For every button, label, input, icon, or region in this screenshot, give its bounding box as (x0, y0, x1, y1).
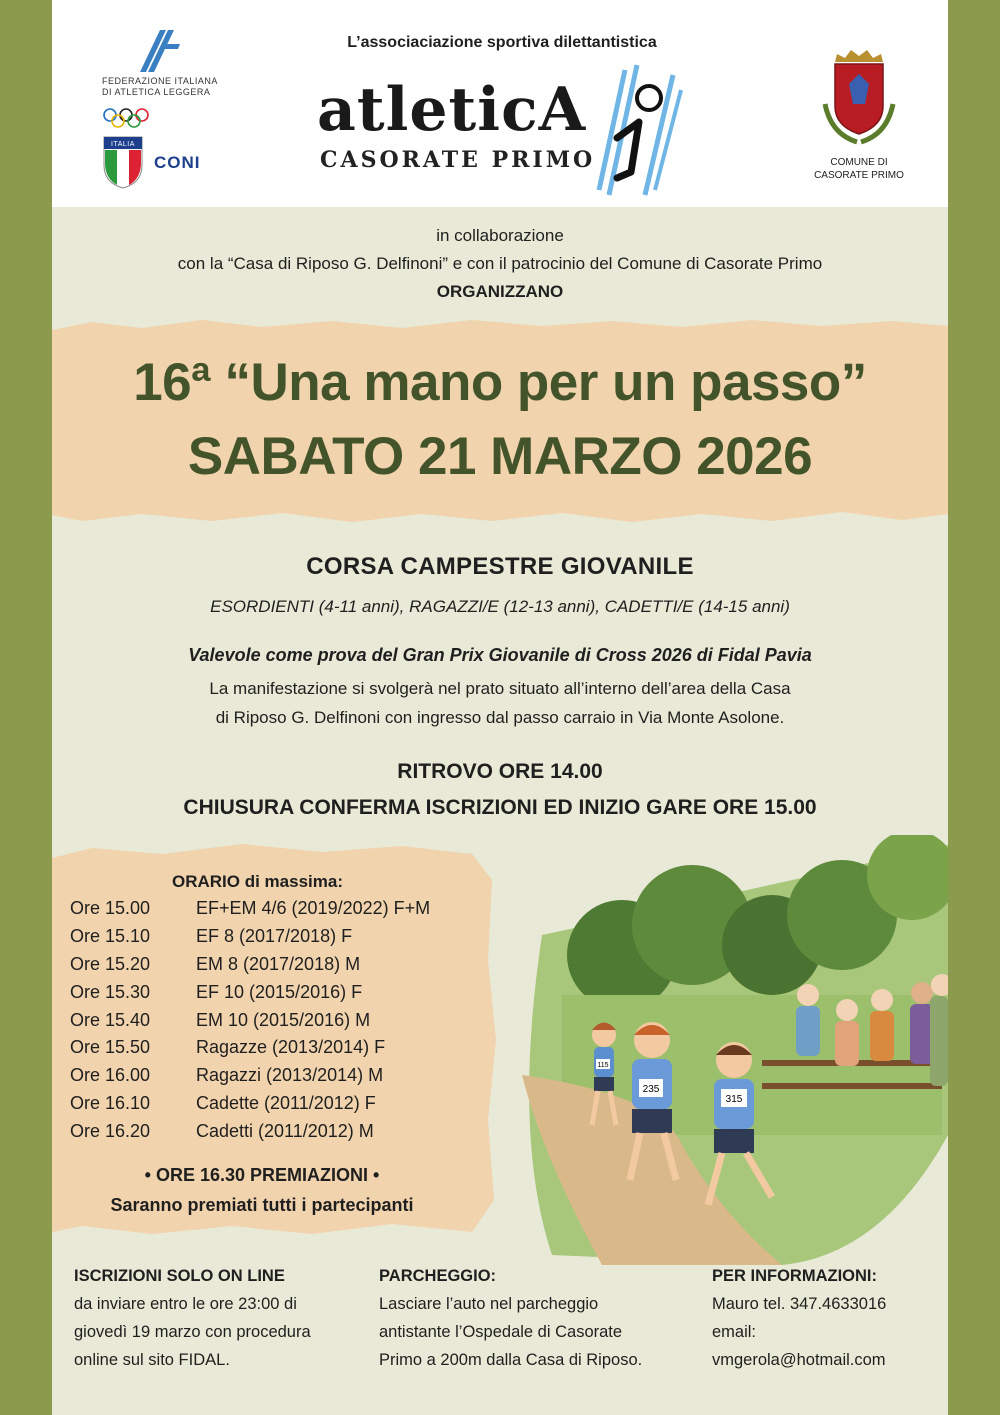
comune-crest (807, 44, 911, 182)
footer-info (712, 1262, 942, 1374)
schedule-row (70, 951, 430, 979)
info-email-label: email: (712, 1323, 757, 1341)
schedule-event: EF 10 (2015/2016) F (196, 981, 363, 1002)
runners-illustration (482, 835, 948, 1265)
schedule-heading: ORARIO di massima: (172, 872, 343, 891)
intro-line1: in collaborazione (436, 226, 564, 245)
schedule-event: EM 8 (2017/2018) M (196, 953, 361, 974)
comune-line1: COMUNE DI (830, 157, 888, 168)
atletica-logo-word: atleticA (317, 75, 587, 145)
race-categories: ESORDIENTI (4-11 anni), RAGAZZI/E (12-13 anni), CADETTI/E (14-15 anni) (210, 597, 790, 616)
schedule-time: Ore 15.20 (70, 953, 151, 974)
schedule-time: Ore 15.00 (70, 898, 151, 919)
fidal-emblem-icon (132, 30, 182, 72)
italia-label: ITALIA (111, 141, 135, 148)
race-times (52, 754, 948, 826)
olympic-rings-icon (102, 108, 150, 128)
parcheggio-line3: Primo a 200m dalla Casa di Riposo. (379, 1351, 643, 1369)
italia-shield-icon (102, 135, 144, 189)
coni-label: CONI (154, 152, 201, 172)
intro-line2: con la “Casa di Riposo G. Delfinoni” e con il patrocinio del Comune di Casorate Primo (177, 254, 823, 273)
iscrizioni-line3: online sul sito FIDAL. (74, 1351, 230, 1369)
info-title: PER INFORMAZIONI: (712, 1267, 877, 1285)
info-phone: Mauro tel. 347.4633016 (712, 1295, 887, 1313)
awards-time: • ORE 16.30 PREMIAZIONI • (144, 1165, 380, 1185)
schedule-list (70, 895, 430, 1145)
schedule-time: Ore 16.20 (70, 1120, 151, 1141)
fidal-logo (102, 30, 232, 189)
parcheggio-title: PARCHEGGIO: (379, 1267, 497, 1285)
fidal-line2: DI ATLETICA LEGGERA (102, 87, 211, 97)
schedule-row (70, 1090, 430, 1118)
schedule-row (70, 923, 430, 951)
association-line: L’associaciazione sportiva dilettantistica (347, 34, 657, 51)
schedule-event: Ragazze (2013/2014) F (196, 1037, 386, 1058)
schedule-time: Ore 15.10 (70, 926, 151, 947)
chiusura-time: CHIUSURA CONFERMA ISCRIZIONI ED INIZIO GARE ORE 15.00 (183, 796, 817, 819)
intro-block (52, 222, 948, 306)
intro-organizzano: ORGANIZZANO (436, 282, 564, 301)
schedule-row (70, 895, 430, 923)
runner-bib-115: 115 (597, 1062, 609, 1069)
footer-iscrizioni (74, 1262, 364, 1374)
iscrizioni-title: ISCRIZIONI SOLO ON LINE (74, 1267, 285, 1285)
event-date: SABATO 21 MARZO 2026 (187, 427, 813, 486)
comune-line2: CASORATE PRIMO (814, 170, 904, 181)
schedule-time: Ore 16.10 (70, 1092, 151, 1113)
race-valevole: Valevole come prova del Gran Prix Giovanile di Cross 2026 di Fidal Pavia (188, 645, 812, 665)
poster-header (52, 0, 948, 207)
atletica-runner-mark-icon (587, 60, 687, 200)
schedule-event: Cadette (2011/2012) F (196, 1092, 376, 1113)
schedule-time: Ore 15.50 (70, 1037, 151, 1058)
schedule-event: EF 8 (2017/2018) F (196, 926, 353, 947)
schedule-event: Cadetti (2011/2012) M (196, 1120, 374, 1141)
poster (52, 0, 948, 1415)
footer (52, 1262, 948, 1392)
iscrizioni-line1: da inviare entro le ore 23:00 di (74, 1295, 297, 1313)
awards-block (52, 1160, 472, 1220)
iscrizioni-line2: giovedì 19 marzo con procedura (74, 1323, 311, 1341)
schedule-row (70, 978, 430, 1006)
atletica-logo-subtitle: CASORATE PRIMO (320, 147, 596, 173)
schedule-event: EM 10 (2015/2016) M (196, 1009, 371, 1030)
parcheggio-line1: Lasciare l’auto nel parcheggio (379, 1295, 599, 1313)
race-description (52, 674, 948, 732)
race-desc-line2: di Riposo G. Delfinoni con ingresso dal passo carraio in Via Monte Asolone. (215, 708, 785, 727)
schedule-event: EF+EM 4/6 (2019/2022) F+M (196, 898, 431, 919)
schedule-event: Ragazzi (2013/2014) M (196, 1065, 384, 1086)
title-banner (52, 346, 948, 494)
schedule-time: Ore 15.40 (70, 1009, 151, 1030)
info-email-link[interactable]: vmgerola@hotmail.com (712, 1351, 886, 1369)
event-title: 16ª “Una mano per un passo” (133, 353, 867, 412)
schedule-row (70, 1006, 430, 1034)
schedule-row (70, 1062, 430, 1090)
fidal-line1: FEDERAZIONE ITALIANA (102, 76, 218, 86)
schedule-time: Ore 16.00 (70, 1065, 151, 1086)
comune-crest-icon (819, 44, 899, 152)
schedule-row (70, 1034, 430, 1062)
schedule-row (70, 1117, 430, 1145)
runner-bib-315: 315 (725, 1094, 743, 1105)
schedule-time: Ore 15.30 (70, 981, 151, 1002)
race-desc-line1: La manifestazione si svolgerà nel prato situato all’interno dell’area della Casa (209, 679, 791, 698)
ritrovo-time: RITROVO ORE 14.00 (397, 760, 603, 783)
footer-parcheggio (379, 1262, 699, 1374)
runner-bib-235: 235 (642, 1084, 660, 1095)
awards-note: Saranno premiati tutti i partecipanti (110, 1195, 414, 1215)
parcheggio-line2: antistante l’Ospedale di Casorate (379, 1323, 623, 1341)
race-title: CORSA CAMPESTRE GIOVANILE (306, 553, 694, 580)
